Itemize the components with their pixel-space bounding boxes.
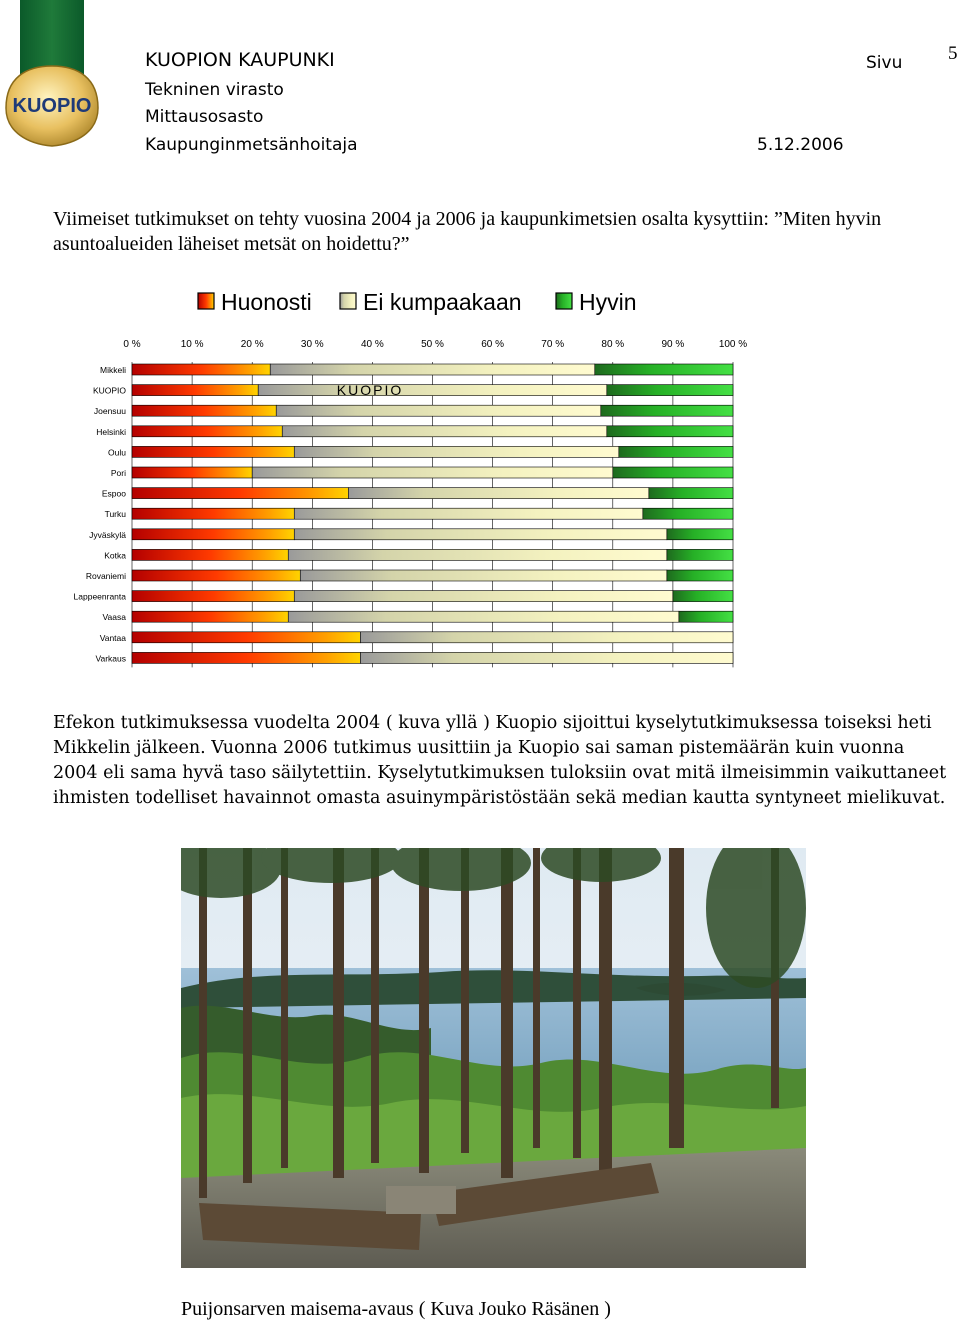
bar-kotka-1 [288, 549, 667, 560]
x-tick-label-7: 70 % [541, 339, 565, 350]
page-number: 5 [948, 43, 958, 64]
bar-vaasa-0 [132, 611, 288, 622]
bar-lappeenranta-0 [132, 591, 294, 602]
category-label-12: Vaasa [102, 612, 126, 623]
category-label-6: Espoo [101, 488, 126, 499]
x-tick-label-0: 0 % [123, 339, 141, 350]
logo-text: KUOPIO [12, 95, 92, 117]
x-tick-label-1: 10 % [180, 339, 204, 350]
x-tick-label-10: 100 % [718, 339, 748, 350]
bar-pori-2 [613, 467, 733, 478]
document-date: 5.12.2006 [757, 135, 844, 155]
bar-turku-1 [294, 508, 643, 519]
bar-kuopio-0 [132, 385, 258, 396]
bar-joensuu-1 [276, 405, 601, 416]
bar-helsinki-1 [282, 426, 607, 437]
category-label-1: KUOPIO [92, 385, 126, 396]
forest-care-survey-chart [0, 280, 960, 680]
author-title: Kaupunginmetsänhoitaja [145, 135, 358, 155]
bar-varkaus-0 [132, 652, 360, 663]
category-label-14: Varkaus [95, 653, 126, 664]
category-label-9: Kotka [104, 550, 126, 561]
x-tick-label-9: 90 % [661, 339, 685, 350]
bar-vaasa-1 [288, 611, 679, 622]
x-tick-label-4: 40 % [361, 339, 384, 350]
legend-label-1: Ei kumpaakaan [363, 289, 522, 315]
bar-lappeenranta-2 [673, 591, 733, 602]
photo-caption: Puijonsarven maisema-avaus ( Kuva Jouko Räsänen ) [181, 1298, 611, 1320]
bar-kuopio-1 [258, 385, 607, 396]
bar-mikkeli-2 [595, 364, 733, 375]
bar-oulu-2 [619, 446, 733, 457]
category-label-13: Vantaa [99, 632, 126, 643]
category-label-5: Pori [110, 468, 126, 478]
category-label-4: Oulu [108, 447, 126, 458]
bar-mikkeli-1 [270, 364, 595, 375]
bar-turku-2 [643, 508, 733, 519]
category-label-11: Lappeenranta [73, 591, 126, 602]
bar-rovaniemi-2 [667, 570, 733, 581]
bar-espoo-0 [132, 488, 348, 499]
bar-vantaa-1 [360, 632, 733, 643]
section-name: Mittausosasto [145, 107, 264, 127]
category-label-3: Helsinki [96, 426, 126, 437]
bar-pori-1 [252, 467, 613, 478]
legend-swatch-1 [340, 293, 356, 309]
bar-vantaa-0 [132, 632, 360, 643]
legend-swatch-0 [198, 293, 214, 309]
x-tick-label-3: 30 % [300, 339, 324, 350]
chart-annotation: KUOPIO [336, 382, 404, 398]
legend-label-2: Hyvin [579, 289, 637, 315]
bar-oulu-0 [132, 446, 294, 457]
bar-espoo-2 [649, 488, 733, 499]
bar-jyv-skyl--0 [132, 529, 294, 540]
bar-mikkeli-0 [132, 364, 270, 375]
x-tick-label-2: 20 % [240, 339, 264, 350]
bar-joensuu-0 [132, 405, 276, 416]
legend-label-0: Huonosti [221, 289, 312, 315]
bar-rovaniemi-1 [300, 570, 667, 581]
x-tick-label-6: 60 % [481, 339, 504, 350]
bar-helsinki-2 [607, 426, 733, 437]
kuopio-logo [4, 0, 100, 148]
legend-swatch-2 [556, 293, 572, 309]
intro-paragraph: Viimeiset tutkimukset on tehty vuosina 2004 ja 2006 ja kaupunkimetsien osalta kysyttiin: ”Miten hyvin asuntoalueiden läheiset metsät on hoidettu?” [53, 208, 882, 255]
bar-pori-0 [132, 467, 252, 478]
bar-lappeenranta-1 [294, 591, 673, 602]
forest-lake-photo [181, 848, 806, 1268]
category-label-8: Jyväskylä [89, 529, 126, 540]
bar-oulu-1 [294, 446, 619, 457]
bar-rovaniemi-0 [132, 570, 300, 581]
bar-kuopio-2 [607, 385, 733, 396]
page-label: Sivu [866, 53, 903, 73]
bar-kotka-0 [132, 549, 288, 560]
x-tick-label-8: 80 % [601, 339, 625, 350]
category-label-7: Turku [104, 509, 126, 520]
category-label-2: Joensuu [93, 406, 126, 417]
category-label-0: Mikkeli [100, 365, 126, 375]
bar-varkaus-1 [360, 652, 733, 663]
bar-turku-0 [132, 508, 294, 519]
bar-espoo-1 [348, 488, 649, 499]
bar-vaasa-2 [679, 611, 733, 622]
department-name: Tekninen virasto [145, 80, 284, 100]
x-tick-label-5: 50 % [421, 339, 444, 350]
organization-name: KUOPION KAUPUNKI [145, 49, 335, 71]
bar-joensuu-2 [601, 405, 733, 416]
bar-jyv-skyl--2 [667, 529, 733, 540]
bar-jyv-skyl--1 [294, 529, 667, 540]
category-label-10: Rovaniemi [85, 571, 126, 581]
body-paragraph: Efekon tutkimuksessa vuodelta 2004 ( kuva yllä ) Kuopio sijoittui kyselytutkimuksessa toiseksi heti Mikkelin jälkeen. Vuonna 2006 tutkimus uusittiin ja Kuopio sai saman pistemäärän kuin vuonna 2004 eli sama hyvä taso säilytettiin. Kyselytutkimuksen tuloksiin ovat mitä ilmeisimmin vaikuttaneet ihmisten todelliset havainnot omasta asuinympäristöstään sekä median kautta syntyneet mielikuvat. [53, 713, 947, 808]
bar-kotka-2 [667, 549, 733, 560]
bar-helsinki-0 [132, 426, 282, 437]
